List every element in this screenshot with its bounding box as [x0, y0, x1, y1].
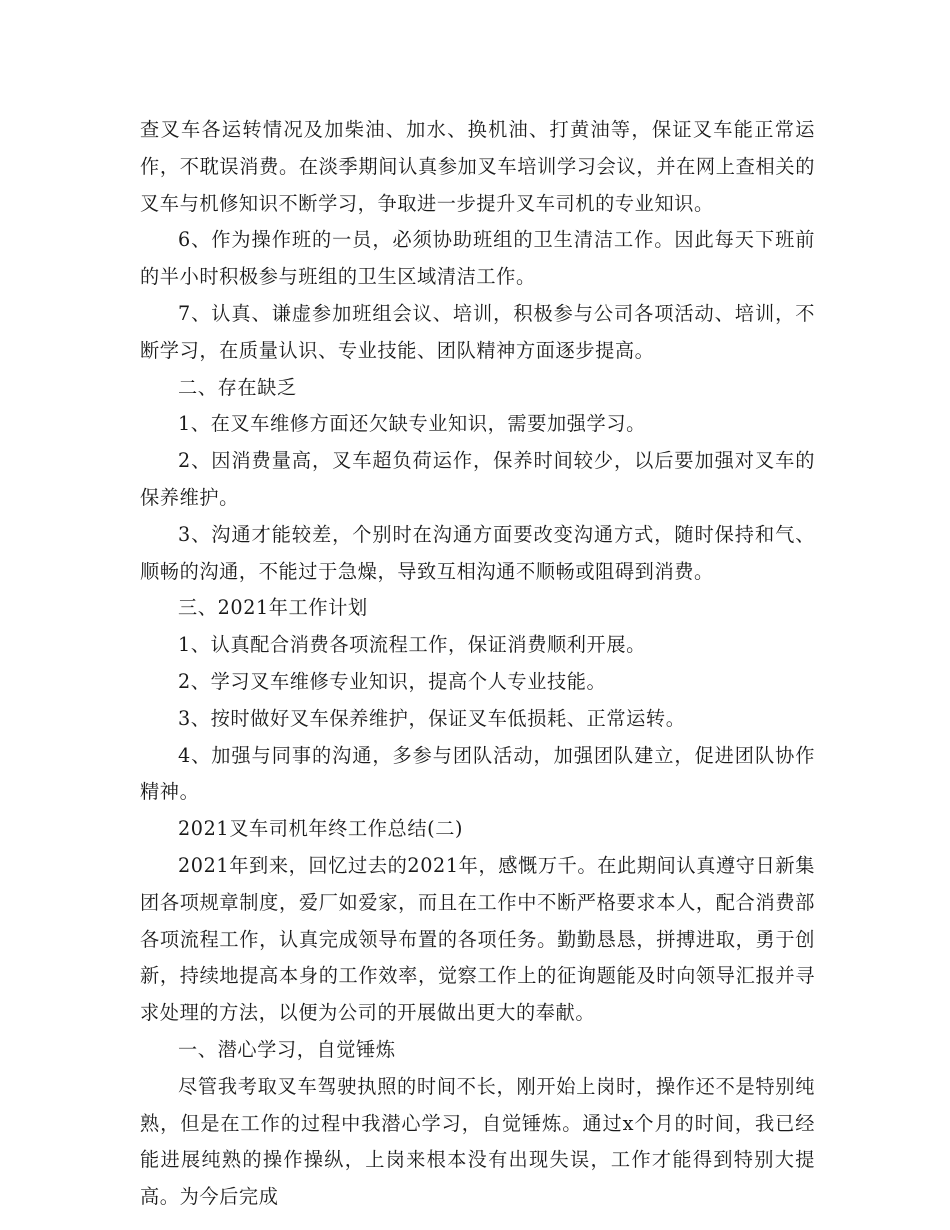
paragraph-item-6: 6、作为操作班的一员，必须协助班组的卫生清洁工作。因此每天下班前的半小时积极参与班组的卫生区域清洁工作。 — [140, 228, 815, 289]
paragraph-plan-4: 4、加强与同事的沟通，多参与团队活动，加强团队建立，促进团队协作精神。 — [140, 743, 815, 804]
paragraph-year-review: 2021年到来，回忆过去的2021年，感慨万千。在此期间认真遵守日新集团各项规章制度，爱厂如爱家，而且在工作中不断严格要求本人，配合消费部各项流程工作，认真完成领导布置的各项任务。勤勤恳恳，拼搏进取，勇于创新，持续地提高本身的工作效率，觉察工作上的征询题能及时向领导汇报并寻求处理的方法，以便为公司的开展做出更大的奉献。 — [140, 853, 815, 1025]
paragraph-plan-1: 1、认真配合消费各项流程工作，保证消费顺利开展。 — [178, 633, 646, 657]
document-body — [140, 112, 815, 1216]
paragraph-forklift-checks: 查叉车各运转情况及加柴油、加水、换机油、打黄油等，保证叉车能正常运作，不耽误消费。在淡季期间认真参加叉车培训学习会议，并在网上查相关的叉车与机修知识不断学习，争取进一步提升叉车司机的专业知识。 — [140, 118, 815, 215]
paragraph-plan-2: 2、学习叉车维修专业知识，提高个人专业技能。 — [178, 669, 607, 693]
paragraph-plan-3: 3、按时做好叉车保养维护，保证叉车低损耗、正常运转。 — [178, 706, 686, 730]
paragraph-study: 尽管我考取叉车驾驶执照的时间不长，刚开始上岗时，操作还不是特别纯熟，但是在工作的过程中我潜心学习，自觉锤炼。通过x个月的时间，我已经能进展纯熟的操作操纵，上岗来根本没有出现失误，工作才能得到特别大提高。为今后完成 — [140, 1074, 815, 1209]
section-heading-work-plan: 三、2021年工作计划 — [178, 596, 368, 620]
document-subtitle: 2021叉车司机年终工作总结(二) — [178, 817, 464, 841]
section-heading-study: 一、潜心学习，自觉锤炼 — [178, 1037, 396, 1061]
paragraph-item-7: 7、认真、谦虚参加班组会议、培训，积极参与公司各项活动、培训，不断学习，在质量认识、专业技能、团队精神方面逐步提高。 — [140, 301, 815, 362]
paragraph-shortcoming-2: 2、因消费量高，叉车超负荷运作，保养时间较少，以后要加强对叉车的保养维护。 — [140, 449, 815, 509]
paragraph-shortcoming-3: 3、沟通才能较差，个别时在沟通方面要改变沟通方式，随时保持和气、顺畅的沟通，不能过于急燥，导致互相沟通不顺畅或阻碍到消费。 — [140, 522, 815, 583]
paragraph-shortcoming-1: 1、在叉车维修方面还欠缺专业知识，需要加强学习。 — [178, 412, 646, 436]
section-heading-shortcomings: 二、存在缺乏 — [178, 375, 297, 399]
